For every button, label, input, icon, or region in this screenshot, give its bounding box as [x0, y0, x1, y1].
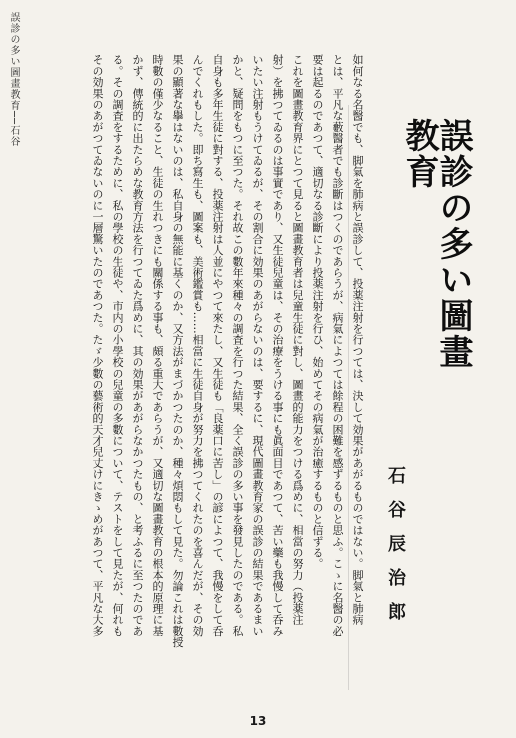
body-column: 自身も多年生徒に對する、投薬注射は人並にやつて來たし、又生徒も「良薬口に苦し」の諺によつて、我慢をして呑 [211, 54, 224, 637]
body-column: 射）を拂つてゐるのは事實であり、又生徒兒童は、その治療をうける事にも眞面目であつて、苦い藥も我慢して呑み [271, 54, 284, 637]
body-column: 果の顯著な擧はないのは、私自身の無能に基くのか、又方法がまづかつたのか、種々煩悶もして見た。勿論これは數授 [171, 54, 184, 648]
body-text [26, 54, 366, 690]
body-column: いたい注射もうけてゐるが、その割合に効果のあがらないのは、要するに、現代圖畫教育家の誤診の結果であるまい [251, 54, 264, 637]
body-column: かと、疑問をもつに至つた。それ故この數年來種々の調査を行つた結果、全く誤診の多い事を發見したのである。私 [231, 54, 244, 637]
body-column: その効果のあがつてゐないのに一層驚いたのであつた。たゞ少數の藝術的天才兒丈けにきゝめがあつて、平凡な大多 [91, 54, 104, 637]
page-title: 誤診の多い圖畫教育 [399, 118, 473, 370]
column-divider [348, 105, 349, 690]
page-number: 13 [249, 714, 267, 728]
body-column: 時數の僅少なること、生徒の生れつきにも關係する事も、頗る重大であらうが、又適切な圖畫教育の根本的原理に基 [151, 54, 164, 637]
running-head: 誤診の多い圖畫教育──石谷 [8, 12, 19, 148]
author-name: 石谷辰治郎 [385, 466, 406, 636]
body-column: かず、傳統的に出たらめな教育方法を行つてゐた爲めに、其の効果があがらなかつたもの、と考ふるに至つたのであ [131, 54, 144, 637]
body-column: る。その調査をするために、私の學校の生徒や、市内の小學校の兒童の多數について、テストをして見たが、何れも [111, 54, 124, 637]
body-column: これを圖畫教育界にとつて見ると圖畫教育者は兒童生徒に對し、圖畫的能力をつける爲めに、相當の努力（投薬注 [291, 54, 304, 626]
body-column: んでくれもした。即ち寫生も、圖案も、美術鑑賞も……相當に生徒自身が努力を拂つてくれたのを喜んだが、その効 [191, 54, 204, 637]
body-column: 如何なる名醫でも、脚氣を肺病と誤診して、投薬注射を行つては、決して効果があがるものではない。脚氣と肺病 [351, 54, 364, 626]
body-column: とは、平凡な藪醫者でも診斷はつくのであらうが、病氣によつては餘程の困難を感ずるものと思ふ。こゝに名醫の必 [331, 54, 344, 637]
body-column: 要は起るのであつて、適切なる診斷により投薬注射を行ひ、始めてその病氣が治癒するものと信ずる。 [311, 54, 324, 570]
